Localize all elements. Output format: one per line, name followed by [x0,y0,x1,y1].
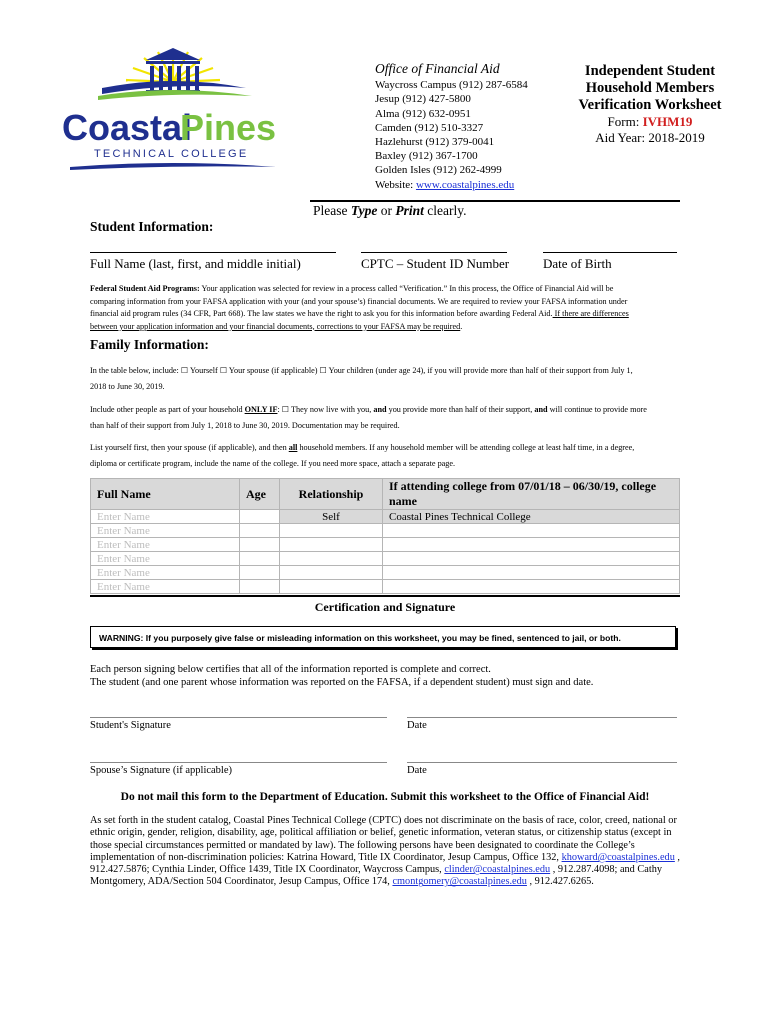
nondiscrimination-line: those special circumstances permitted or mandated by law). The following persons have been designated to coordinate the College’s [90,839,635,851]
family-include-paragraph [90,365,690,393]
nondiscrimination-line: implementation of non-discrimination policies: Katrina Howard, Title IX Coordinator, Jesup Campus, Office 132, [90,851,562,863]
office-phone-line: Hazlehurst (912) 379-0041 [375,136,495,149]
college-logo [62,44,284,174]
college-cell[interactable]: Coastal Pines Technical College [383,510,680,524]
nondiscrimination-line: , [674,851,680,863]
student-id-field[interactable] [361,252,507,253]
office-phone-line: Baxley (912) 367-1700 [375,150,478,163]
yourself-checkbox[interactable]: ☐ [180,366,189,375]
nondiscrimination-statement [90,815,690,889]
spouse-date-field[interactable] [407,762,677,763]
office-phone-line: Waycross Campus (912) 287-6584 [375,79,528,92]
federal-underlined: between your application information and your financial documents, corrections to your FAFSA may be required [90,321,461,331]
certification-line: Each person signing below certifies that all of the information reported is complete and correct. [90,664,491,675]
office-phone-line: Jesup (912) 427-5800 [375,93,471,106]
relationship-cell[interactable] [280,524,383,538]
worksheet-title-line: Independent Student [584,63,716,79]
top-divider [310,200,680,202]
age-cell[interactable] [240,524,280,538]
logo-name-coastal: Coastal [62,107,193,148]
college-cell[interactable] [383,524,680,538]
worksheet-title-line: Household Members [585,80,715,96]
certification-line: The student (and one parent whose information was reported on the FAFSA, if a dependent student) must sign and date. [90,677,594,688]
family-list-paragraph [90,442,690,470]
student-date-label: Date [407,720,427,731]
family-text: will continue to provide more [547,405,647,414]
table-row [91,580,680,594]
table-header-row [91,479,680,510]
print-instruction [313,203,466,219]
only-if-emphasis: ONLY IF [244,405,278,414]
federal-text: comparing information from your FAFSA application with your (and your spouse’s) financial documents. We are required to review your FAFSA information under [90,296,628,306]
aid-year: Aid Year: 2018-2019 [595,130,705,145]
student-signature-field[interactable] [90,717,387,718]
federal-lead: Federal Student Aid Programs: [90,284,200,293]
family-info-heading: Family Information: [90,337,209,352]
form-code: IVHM19 [642,114,693,129]
logo-subtitle: TECHNICAL COLLEGE [94,148,249,160]
form-label: Form: [607,114,643,129]
relationship-cell[interactable] [280,580,383,594]
website-line [375,178,528,192]
do-not-mail-notice: Do not mail this form to the Department of Education. Submit this worksheet to the Office of Financial Aid! [120,791,650,803]
federal-text: Your application was selected for review in a process called “Verification.” In this process, the Office of Financial Aid will be [199,284,614,293]
nondiscrimination-line: Montgomery, ADA/Section 504 Coordinator, Jesup Campus, Office 174, [90,876,393,888]
student-signature-label: Student's Signature [90,720,171,731]
table-row [91,538,680,552]
office-contact-block [375,62,528,192]
name-cell[interactable]: Enter Name [91,538,240,552]
dob-label: Date of Birth [543,256,612,271]
family-text: Yourself [188,366,220,375]
name-cell[interactable]: Enter Name [91,580,240,594]
all-emphasis: all [288,443,298,452]
family-text: List yourself first, then your spouse (if applicable), and then [90,443,289,452]
website-label: Website: [375,178,416,191]
table-row [91,524,680,538]
age-cell[interactable] [240,552,280,566]
dob-field[interactable] [543,252,677,253]
nondiscrimination-line: , 912.287.4098; and Cathy [550,864,662,876]
email-link-cmontgomery[interactable]: cmontgomery@coastalpines.edu [392,876,527,888]
full-name-label: Full Name (last, first, and middle initial) [90,256,301,271]
table-row [91,552,680,566]
college-building-emblem [62,44,284,174]
age-cell[interactable] [240,510,280,524]
family-other-paragraph [90,404,690,432]
col-header-college: If attending college from 07/01/18 – 06/30/19, college name [383,479,680,510]
name-cell[interactable]: Enter Name [91,510,240,524]
age-cell[interactable] [240,566,280,580]
name-cell[interactable]: Enter Name [91,552,240,566]
family-text: : [277,405,282,414]
college-cell[interactable] [383,580,680,594]
live-with-you-checkbox[interactable]: ☐ [281,405,290,414]
office-phone-line: Camden (912) 510-3327 [375,121,484,134]
college-cell[interactable] [383,552,680,566]
federal-aid-paragraph [90,283,690,333]
name-cell[interactable]: Enter Name [91,566,240,580]
instruction-type: Type [350,203,378,218]
form-code-line [575,114,725,130]
family-text: household members. If any household member will be attending college at least half time, in a degree, [297,443,635,452]
family-text: They now live with you, [289,405,374,414]
office-phone-line: Alma (912) 632-0951 [375,107,471,120]
federal-text: . [460,321,463,331]
student-id-label: CPTC – Student ID Number [361,256,510,271]
family-text: Your children (under age 24), if you will provide more than half of their support from July 1, [326,366,633,375]
warning-box: WARNING: If you purposely give false or misleading information on this worksheet, you may be fined, sentenced to jail, or both. [90,626,676,648]
nondiscrimination-line: ethnic origin, gender, religion, disability, age, political affiliation or belief, genetic information, veteran status, or citizenship status (except in [90,827,672,839]
spouse-signature-field[interactable] [90,762,387,763]
spouse-date-label: Date [407,765,427,776]
certification-divider [90,595,680,597]
relationship-cell[interactable] [280,538,383,552]
website-link[interactable]: www.coastalpines.edu [415,178,515,191]
age-cell[interactable] [240,538,280,552]
college-cell[interactable] [383,538,680,552]
family-text: diploma or certificate program, include the name of the college. If you need more space, attach a separate page. [90,458,456,468]
table-row [91,510,680,524]
student-date-field[interactable] [407,717,677,718]
family-text: 2018 to June 30, 2019. [90,381,165,391]
worksheet-title-block [575,63,725,146]
nondiscrimination-line: As set forth in the student catalog, Coastal Pines Technical College (CPTC) does not discriminate on the basis of race, color, creed, national or [90,815,677,826]
children-checkbox[interactable]: ☐ [319,366,327,375]
full-name-field[interactable] [90,252,336,253]
email-link-clinder[interactable]: clinder@coastalpines.edu [444,864,551,876]
col-header-age: Age [240,479,280,510]
federal-text: financial aid program rules (34 CFR, Part 668). The law states we have the right to ask you for this information before awarding Federal Aid. [90,309,553,318]
spouse-signature-label: Spouse’s Signature (if applicable) [90,765,233,776]
logo-name-pines: Pines [180,107,277,148]
relationship-cell[interactable] [280,552,383,566]
spouse-checkbox[interactable]: ☐ [219,366,228,375]
age-cell[interactable] [240,580,280,594]
and-emphasis: and [373,405,387,414]
office-title: Office of Financial Aid [375,61,500,76]
student-info-heading: Student Information: [90,219,214,234]
instruction-text: or [377,203,396,218]
nondiscrimination-line: 912.427.5876; Cynthia Linder, Office 1439, Title IX Coordinator, Waycross Campus, [90,864,445,876]
col-header-relationship: Relationship [280,479,383,510]
family-text: Your spouse (if applicable) [227,366,320,375]
certification-heading: Certification and Signature [314,600,456,614]
family-text: than half of their support from July 1, 2018 to June 30, 2019. Documentation may be required. [90,420,400,430]
college-cell[interactable] [383,566,680,580]
name-cell[interactable]: Enter Name [91,524,240,538]
certification-text [90,663,593,689]
family-text: Include other people as part of your household [90,405,245,414]
relationship-cell[interactable] [280,566,383,580]
family-text: In the table below, include: [90,366,181,375]
federal-underlined: If there are differences [552,309,629,318]
and-emphasis: and [534,405,548,414]
nondiscrimination-line: , 912.427.6265. [526,876,594,888]
family-text: you provide more than half of their support, [386,405,535,414]
col-header-full-name: Full Name [91,479,240,510]
relationship-cell[interactable]: Self [280,510,383,524]
instruction-text: Please [313,203,351,218]
household-members-table [90,478,680,594]
office-phone-line: Golden Isles (912) 262-4999 [375,164,502,177]
table-row [91,566,680,580]
instruction-text: clearly. [423,203,467,218]
instruction-print: Print [395,203,424,218]
email-link-khoward[interactable]: khoward@coastalpines.edu [561,851,675,863]
worksheet-title-line: Verification Worksheet [578,97,722,113]
